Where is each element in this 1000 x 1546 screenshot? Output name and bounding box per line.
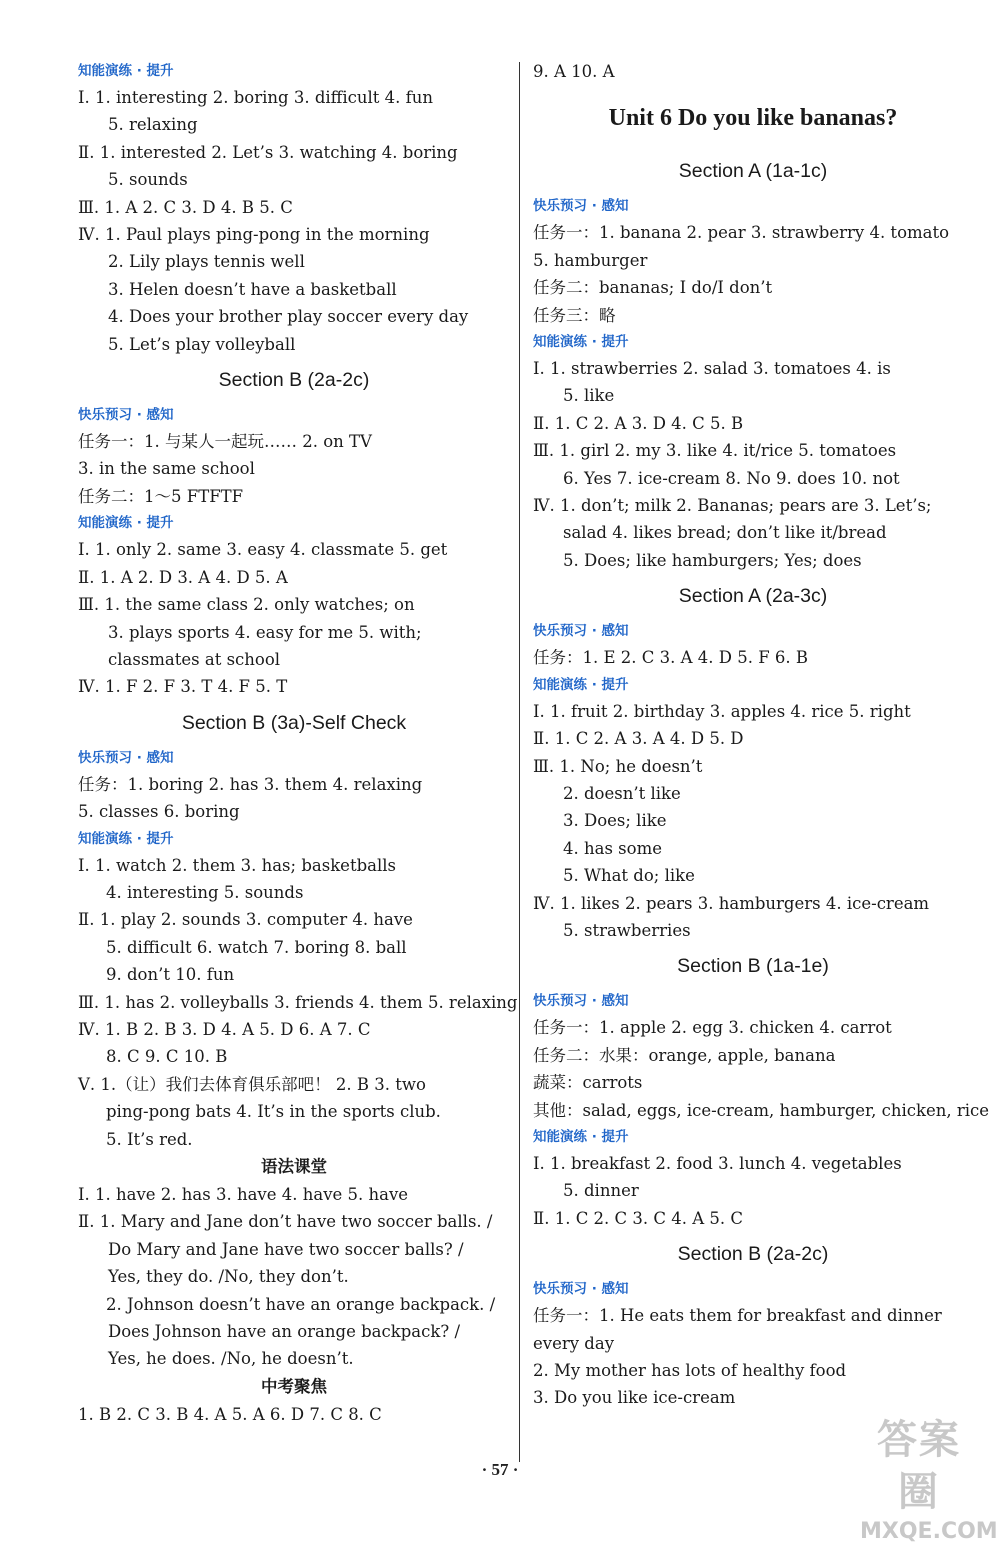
answer-line: Ⅰ. 1. watch 2. them 3. has; basketballs: [78, 855, 397, 875]
watermark-site-text: MXQE.COM: [860, 1519, 998, 1544]
answer-line: Ⅰ. 1. breakfast 2. food 3. lunch 4. vegetables: [533, 1153, 902, 1173]
answer-line: 3. Helen doesn’t have a basketball: [108, 279, 397, 299]
answer-line: 5. dinner: [563, 1181, 639, 1201]
answer-line: Ⅱ. 1. play 2. sounds 3. computer 4. have: [78, 910, 413, 930]
answer-line: 4. has some: [563, 838, 662, 858]
answer-line: 5. Does; like hamburgers; Yes; does: [563, 550, 862, 570]
answer-line: 8. C 9. C 10. B: [106, 1047, 228, 1067]
answer-line: salad 4. likes bread; don’t like it/bread: [563, 523, 887, 543]
answer-line: 任务二：bananas; I do/I don’t: [533, 278, 773, 298]
answer-line: ping-pong bats 4. It’s in the sports club.: [106, 1102, 441, 1122]
answer-line: 4. Does your brother play soccer every day: [108, 307, 469, 327]
answer-line: 5. like: [563, 386, 615, 406]
answer-line: Ⅳ. 1. likes 2. pears 3. hamburgers 4. ice-cream: [533, 893, 930, 913]
watermark-logo: [860, 1414, 998, 1544]
answer-line: 2. Johnson doesn’t have an orange backpack. /: [106, 1294, 496, 1314]
answer-line: Ⅳ. 1. don’t; milk 2. Bananas; pears are 3. Let’s;: [533, 496, 932, 516]
section-heading: Section B (1a-1e): [677, 955, 829, 978]
section-heading: 中考聚焦: [261, 1376, 327, 1396]
answer-line: 任务二：1～5 FTFTF: [78, 486, 244, 506]
answer-line: Yes, they do. /No, they don’t.: [108, 1267, 349, 1287]
section-label: 快乐预习 · 感知: [533, 1281, 629, 1298]
answer-line: Ⅲ. 1. has 2. volleyballs 3. friends 4. them 5. relaxing: [78, 992, 518, 1012]
answer-line: Ⅱ. 1. C 2. A 3. D 4. C 5. B: [533, 413, 744, 433]
answer-line: Ⅰ. 1. only 2. same 3. easy 4. classmate 5. get: [78, 540, 448, 560]
answer-line: every day: [533, 1333, 615, 1353]
answer-line: 5. sounds: [108, 170, 188, 190]
answer-line: 任务：1. boring 2. has 3. them 4. relaxing: [78, 774, 423, 794]
answer-line: Ⅱ. 1. Mary and Jane don’t have two soccer balls. /: [78, 1212, 493, 1232]
answer-line: 任务：1. E 2. C 3. A 4. D 5. F 6. B: [533, 648, 809, 668]
section-heading: 语法课堂: [261, 1157, 327, 1176]
answer-line: 1. B 2. C 3. B 4. A 5. A 6. D 7. C 8. C: [78, 1404, 382, 1424]
answer-line: Ⅱ. 1. C 2. C 3. C 4. A 5. C: [533, 1208, 744, 1228]
answer-line: classmates at school: [108, 649, 281, 669]
answer-line: Ⅳ. 1. B 2. B 3. D 4. A 5. D 6. A 7. C: [78, 1019, 371, 1039]
answer-line: 任务二：水果：orange, apple, banana: [533, 1045, 836, 1065]
answer-line: 5. Let’s play volleyball: [108, 334, 296, 354]
answer-line: Ⅲ. 1. girl 2. my 3. like 4. it/rice 5. tomatoes: [533, 441, 897, 461]
section-heading: Section A (2a-3c): [678, 585, 828, 608]
section-heading: Section B (2a-2c): [677, 1243, 829, 1266]
answer-line: 3. Does; like: [563, 811, 667, 831]
answer-line: Ⅲ. 1. A 2. C 3. D 4. B 5. C: [78, 197, 293, 217]
answer-line: 2. Lily plays tennis well: [108, 252, 305, 272]
answer-line: 5. relaxing: [108, 115, 198, 135]
answer-line: 任务三：略: [533, 305, 616, 325]
section-label: 快乐预习 · 感知: [533, 993, 629, 1010]
answer-line: 9. A 10. A: [533, 62, 615, 81]
answer-line: Ⅰ. 1. interesting 2. boring 3. difficult 4. fun: [78, 88, 434, 107]
answer-line: 5. difficult 6. watch 7. boring 8. ball: [106, 937, 407, 957]
answer-line: 9. don’t 10. fun: [106, 965, 235, 985]
answer-line: Ⅳ. 1. Paul plays ping-pong in the morning: [78, 225, 430, 245]
column-divider: [519, 62, 520, 1462]
answer-line: Ⅱ. 1. A 2. D 3. A 4. D 5. A: [78, 567, 288, 587]
answer-line: Ⅰ. 1. have 2. has 3. have 4. have 5. have: [78, 1185, 409, 1204]
answer-line: 2. doesn’t like: [563, 783, 681, 803]
section-label: 快乐预习 · 感知: [78, 749, 174, 766]
answer-line: Ⅰ. 1. fruit 2. birthday 3. apples 4. rice 5. right: [533, 701, 911, 721]
answer-line: 5. What do; like: [563, 866, 695, 886]
answer-line: 3. in the same school: [78, 459, 255, 479]
section-label: 知能演练 · 提升: [533, 334, 629, 351]
right-column: [533, 58, 990, 1412]
answer-line: Ⅱ. 1. C 2. A 3. A 4. D 5. D: [533, 729, 744, 749]
answer-line: Ⅲ. 1. the same class 2. only watches; on: [78, 595, 415, 615]
answer-line: 5. hamburger: [533, 250, 648, 270]
answer-line: Do Mary and Jane have two soccer balls? /: [108, 1239, 464, 1259]
section-label: 知能演练 · 提升: [78, 515, 174, 532]
answer-line: 5. It’s red.: [106, 1129, 193, 1149]
section-heading: Section B (3a)-Self Check: [181, 711, 407, 734]
answer-line: Yes, he does. /No, he doesn’t.: [108, 1349, 354, 1369]
section-label: 知能演练 · 提升: [533, 1128, 629, 1145]
answer-line: 3. plays sports 4. easy for me 5. with;: [108, 622, 422, 642]
answer-line: Ⅴ. 1.（让）我们去体育俱乐部吧！ 2. B 3. two: [78, 1074, 426, 1094]
page-number: · 57 ·: [481, 1460, 519, 1479]
answer-line: 6. Yes 7. ice-cream 8. No 9. does 10. not: [563, 468, 900, 488]
section-heading: Section B (2a-2c): [218, 369, 370, 392]
section-heading: Section A (1a-1c): [678, 160, 828, 183]
watermark-logo-text: 答案圈: [877, 1417, 961, 1515]
section-label: 知能演练 · 提升: [533, 676, 629, 693]
section-label: 快乐预习 · 感知: [78, 407, 174, 424]
answer-line: 2. My mother has lots of healthy food: [533, 1361, 847, 1380]
answer-line: Does Johnson have an orange backpack? /: [108, 1322, 461, 1342]
answer-line: 其他：salad, eggs, ice-cream, hamburger, chicken, rice: [533, 1100, 990, 1120]
left-column: [78, 58, 518, 1428]
answer-line: 5. strawberries: [563, 920, 691, 940]
section-label: 快乐预习 · 感知: [533, 623, 629, 640]
answer-line: Ⅰ. 1. strawberries 2. salad 3. tomatoes 4. is: [533, 359, 891, 379]
section-label: 知能演练 · 提升: [78, 830, 174, 847]
answer-line: 任务一：1. apple 2. egg 3. chicken 4. carrot: [533, 1018, 892, 1038]
answer-line: Ⅳ. 1. F 2. F 3. T 4. F 5. T: [78, 677, 288, 697]
answer-line: 蔬菜：carrots: [533, 1073, 643, 1093]
answer-line: 5. classes 6. boring: [78, 802, 240, 822]
answer-line: 3. Do you like ice-cream: [533, 1388, 736, 1408]
answer-line: 4. interesting 5. sounds: [106, 882, 304, 902]
answer-line: 任务一：1. 与某人一起玩…… 2. on TV: [78, 432, 372, 452]
section-label: 知能演练 · 提升: [78, 63, 174, 79]
unit-title: Unit 6 Do you like bananas?: [608, 105, 898, 132]
answer-line: 任务一：1. He eats them for breakfast and dinner: [533, 1306, 942, 1326]
answer-line: 任务一：1. banana 2. pear 3. strawberry 4. tomato: [533, 223, 950, 243]
section-label: 快乐预习 · 感知: [533, 198, 629, 215]
answer-line: Ⅲ. 1. No; he doesn’t: [533, 756, 703, 776]
answer-line: Ⅱ. 1. interested 2. Let’s 3. watching 4. boring: [78, 142, 458, 162]
